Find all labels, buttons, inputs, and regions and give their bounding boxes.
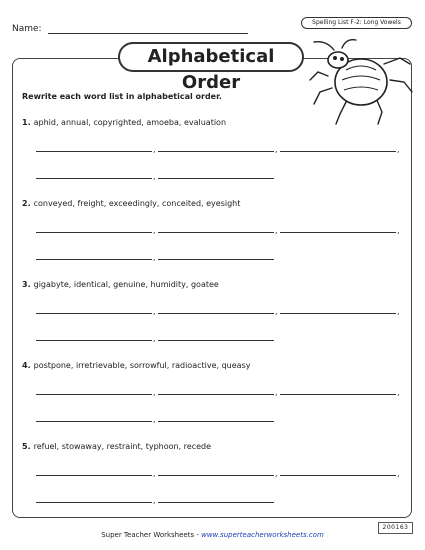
answer-comma: , [153,307,156,316]
answer-line[interactable] [36,259,152,260]
answer-line[interactable] [280,313,396,314]
footer-credit [0,531,425,539]
answer-line[interactable] [158,259,274,260]
question-word-list: postpone, irretrievable, sorrowful, radioactive, queasy [33,361,251,370]
answer-line[interactable] [158,475,274,476]
question-number: 1. [22,118,31,127]
answer-comma: , [153,172,156,181]
answer-line[interactable] [280,394,396,395]
answer-line[interactable] [36,421,152,422]
answer-comma: , [397,307,400,316]
answer-line[interactable] [280,232,396,233]
answer-line[interactable] [36,232,152,233]
answer-comma: , [275,469,278,478]
answer-line[interactable] [280,151,396,152]
answer-line[interactable] [158,232,274,233]
answer-line[interactable] [36,475,152,476]
answer-comma: , [153,253,156,262]
answer-comma: , [153,145,156,154]
answer-comma: , [275,307,278,316]
answer-line[interactable] [36,502,152,503]
spelling-list-tag: Spelling List F-2: Long Vowels [301,17,412,29]
answer-comma: , [275,145,278,154]
beetle-bug-icon [306,36,416,128]
question-5 [22,442,211,451]
answer-comma: , [275,226,278,235]
answer-line[interactable] [158,502,274,503]
answer-comma: , [153,496,156,505]
question-word-list: gigabyte, identical, genuine, humidity, goatee [33,280,219,289]
answer-comma: , [153,388,156,397]
answer-line[interactable] [158,421,274,422]
answer-line[interactable] [36,151,152,152]
question-word-list: refuel, stowaway, restraint, typhoon, recede [33,442,212,451]
answer-line[interactable] [36,178,152,179]
question-number: 5. [22,442,31,451]
instructions-text: Rewrite each word list in alphabetical order. [22,92,222,101]
answer-comma: , [397,226,400,235]
answer-comma: , [153,226,156,235]
footer-site-link[interactable]: www.superteacherworksheets.com [201,531,324,539]
name-field-line[interactable] [48,33,248,34]
question-word-list: conveyed, freight, exceedingly, conceited, eyesight [33,199,241,208]
answer-line[interactable] [36,340,152,341]
answer-line[interactable] [158,178,274,179]
question-2 [22,199,240,208]
answer-comma: , [153,334,156,343]
answer-comma: , [397,469,400,478]
question-word-list: aphid, annual, copyrighted, amoeba, evaluation [33,118,227,127]
question-number: 2. [22,199,31,208]
question-4 [22,361,250,370]
name-field-label: Name: [12,24,42,34]
question-number: 4. [22,361,31,370]
answer-line[interactable] [158,340,274,341]
answer-line[interactable] [158,151,274,152]
answer-comma: , [153,415,156,424]
footer-brand: Super Teacher Worksheets - [101,531,202,539]
answer-line[interactable] [158,394,274,395]
question-number: 3. [22,280,31,289]
answer-line[interactable] [280,475,396,476]
answer-comma: , [397,145,400,154]
answer-comma: , [275,388,278,397]
answer-line[interactable] [158,313,274,314]
worksheet-title: Alphabetical Order [118,42,304,72]
worksheet-code: 200163 [378,522,413,534]
answer-line[interactable] [36,313,152,314]
question-1 [22,118,226,127]
question-3 [22,280,219,289]
answer-comma: , [153,469,156,478]
answer-line[interactable] [36,394,152,395]
answer-comma: , [397,388,400,397]
